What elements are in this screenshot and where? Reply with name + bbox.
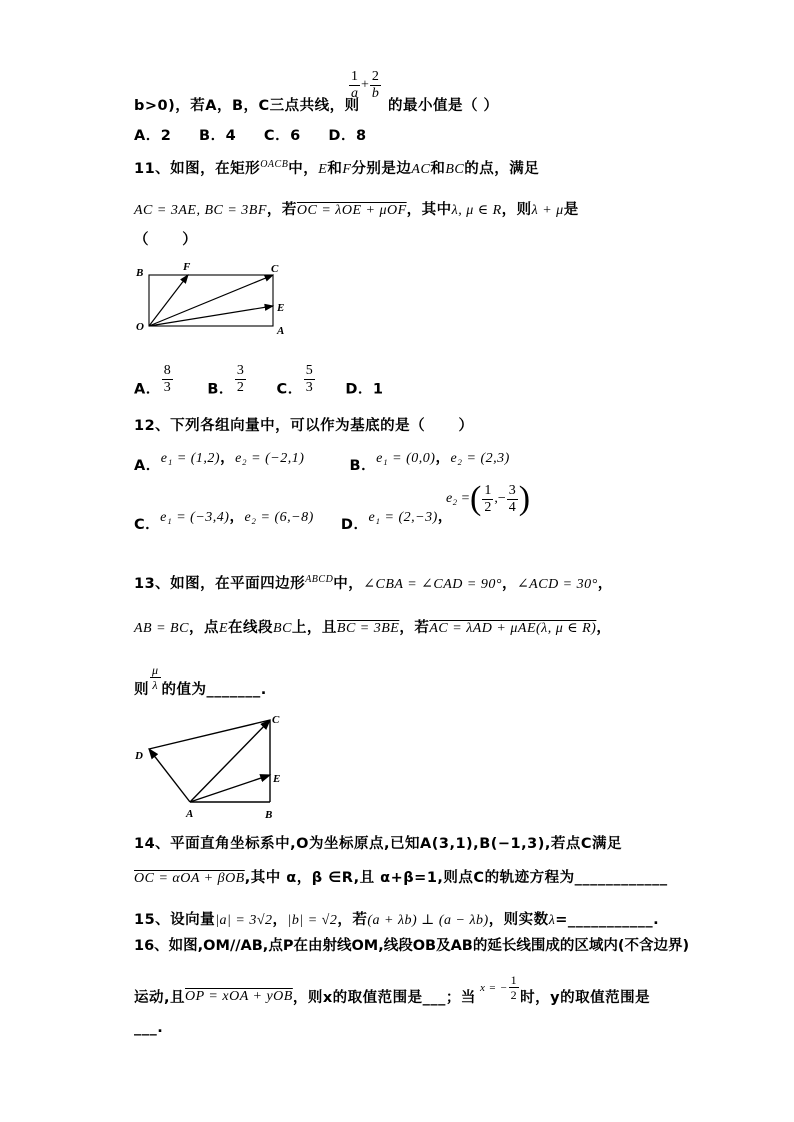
q12-paren-close: ) bbox=[518, 480, 531, 517]
q16-last: ___. bbox=[134, 1020, 164, 1036]
q11-and: 和 bbox=[327, 161, 343, 177]
q13-if: ，若 bbox=[399, 620, 430, 636]
q10-tail: 的最小值是（ ） bbox=[388, 98, 499, 114]
q11-label-O: O bbox=[136, 321, 144, 333]
q13-frac-num: μ bbox=[152, 663, 159, 677]
q12-sep: ， bbox=[220, 450, 236, 466]
q11-label-A: A bbox=[277, 325, 285, 337]
q12-row1 bbox=[134, 446, 510, 475]
q11-condition: AC = 3AE, BC = 3BF bbox=[134, 203, 267, 218]
q11-paren: （ ） bbox=[134, 232, 198, 248]
q12-option-d-label: D． bbox=[340, 517, 369, 533]
q13-intro: 13、如图，在平面四边形 bbox=[134, 576, 306, 592]
q12-d-frac2-den: 4 bbox=[508, 499, 516, 515]
q15-comma: ， bbox=[272, 912, 288, 928]
q11-then: ，则 bbox=[501, 202, 532, 218]
q13-label-B: B bbox=[265, 809, 273, 821]
q12-sep: ， bbox=[229, 509, 245, 525]
q16-tail: 时，y的取值范围是 bbox=[520, 990, 651, 1006]
q16-line1: 16、如图,OM//AB,点P在由射线OM,线段OB及AB的延长线围成的区域内(不含边界) bbox=[134, 938, 690, 954]
q11-label-B: B bbox=[136, 267, 144, 279]
q15-lead: 15、设向量 bbox=[134, 912, 216, 928]
q15-norm-b: |b| = √2 bbox=[287, 913, 338, 928]
q12-d-frac2-num: 3 bbox=[508, 482, 516, 498]
q13-comma: ， bbox=[501, 576, 517, 592]
q16-x-eq: x = − bbox=[479, 981, 508, 994]
q12-option-d-e2 bbox=[446, 482, 530, 516]
q13-acd: ∠ACD = 30° bbox=[516, 577, 598, 592]
q12-paren-open: ( bbox=[470, 480, 482, 517]
q15-line bbox=[134, 908, 659, 929]
q13-vector-AC bbox=[190, 720, 270, 802]
q10-plus: + bbox=[361, 77, 369, 93]
q14-line1: 14、平面直角坐标系中,O为坐标原点,已知A(3,1),B(−1,3),若点C满足 bbox=[134, 836, 622, 852]
q10-lead: b>0)，若A，B，C三点共线，则 bbox=[134, 98, 360, 114]
q11-option-c: C． bbox=[276, 381, 303, 398]
q16-line2 bbox=[134, 968, 650, 1007]
q11-option-b-den: 2 bbox=[236, 380, 245, 395]
q12-title: 12、下列各组向量中，可以作为基底的是（ ） bbox=[134, 418, 474, 434]
q13-line2 bbox=[134, 616, 611, 637]
q11-rectangle-figure bbox=[130, 258, 300, 338]
q13-BC: BC bbox=[273, 621, 292, 636]
q11-BC: BC bbox=[445, 162, 465, 177]
q13-point: ，点 bbox=[188, 620, 219, 636]
q13-end: ， bbox=[596, 620, 612, 636]
q13-then: 则 bbox=[134, 682, 149, 698]
q12-option-c-e2: e₂ = (6,−8) bbox=[244, 510, 314, 525]
q11-option-b-num: 3 bbox=[236, 363, 245, 378]
q13-label-A: A bbox=[186, 808, 194, 820]
q13-ab-bc: AB = BC bbox=[134, 621, 189, 636]
q13-vector-AD bbox=[149, 749, 190, 802]
q12-option-b-e2: e₂ = (2,3) bbox=[450, 451, 510, 466]
q15-tail: ，则实数 bbox=[488, 912, 549, 928]
q11-vector-OE bbox=[149, 306, 273, 326]
q11-line2 bbox=[134, 198, 579, 219]
q13-E: E bbox=[218, 621, 229, 636]
q12-d-sep: ,− bbox=[494, 491, 506, 506]
q11-option-a-num: 8 bbox=[163, 363, 172, 378]
q13-vector-equation: AC = λAD + μAE(λ, μ ∈ R) bbox=[429, 621, 597, 636]
q16-x-den: 2 bbox=[510, 988, 518, 1002]
q11-option-d: D．1 bbox=[345, 381, 384, 398]
q11-option-a: A． bbox=[134, 381, 161, 398]
q13-quadrilateral-figure bbox=[128, 708, 298, 826]
q13-vector-AE bbox=[190, 775, 270, 802]
q11-is: 是 bbox=[563, 202, 579, 218]
q12-row2 bbox=[134, 505, 453, 534]
q11-E: E bbox=[318, 162, 328, 177]
q11-option-a-den: 3 bbox=[163, 380, 172, 395]
q13-line3 bbox=[134, 656, 267, 699]
q10-frac2-num: 2 bbox=[371, 69, 379, 84]
q12-option-a-e1: e₁ = (1,2) bbox=[160, 451, 221, 466]
q13-line1 bbox=[134, 572, 613, 593]
q10-frac2-den: b bbox=[371, 86, 379, 101]
q11-mid1: 中， bbox=[288, 161, 319, 177]
q13-comma2: ， bbox=[597, 576, 613, 592]
q13-edge-DC bbox=[149, 720, 270, 749]
q12-option-a-label: A． bbox=[134, 458, 161, 474]
q13-frac-den: λ bbox=[152, 678, 159, 692]
q11-vector-OC bbox=[149, 275, 273, 326]
q16-mid: ，则x的取值范围是___；当 bbox=[292, 990, 476, 1006]
q15-perp: (a + λb) ⊥ (a − λb) bbox=[367, 913, 489, 928]
q13-quad: ABCD bbox=[305, 574, 334, 585]
q15-answer-blank: =___________. bbox=[555, 912, 660, 928]
q11-vector-equation: OC = λOE + μOF bbox=[296, 203, 407, 218]
q12-sep: ， bbox=[437, 509, 453, 525]
q15-norm-a: |a| = 3√2 bbox=[215, 913, 273, 928]
q11-option-c-num: 5 bbox=[305, 363, 314, 378]
q13-up: 上，且 bbox=[291, 620, 337, 636]
q12-d-frac1-den: 2 bbox=[484, 499, 492, 515]
q12-option-c-label: C． bbox=[134, 517, 161, 533]
q11-F: F bbox=[342, 162, 352, 177]
q13-label-E: E bbox=[273, 773, 281, 785]
q14-line2-text: ,其中 α，β ∈R,且 α+β=1,则点C的轨迹方程为____________ bbox=[244, 870, 668, 886]
q11-label-F: F bbox=[183, 261, 191, 273]
q16-move: 运动,且 bbox=[134, 990, 186, 1006]
q11-sum: λ + μ bbox=[531, 203, 564, 218]
q11-label-E: E bbox=[277, 302, 285, 314]
q11-where: ，其中 bbox=[406, 202, 452, 218]
q12-option-c-e1: e₁ = (−3,4) bbox=[160, 510, 230, 525]
q10-frac1-den: a bbox=[351, 86, 358, 101]
q13-label-D: D bbox=[135, 750, 143, 762]
q11-AC: AC bbox=[411, 162, 431, 177]
q12-option-d-e1: e₁ = (2,−3) bbox=[368, 510, 438, 525]
q13-label-C: C bbox=[272, 714, 280, 726]
q11-lambda-mu: λ, μ ∈ R bbox=[451, 203, 502, 218]
q15-lambda: λ bbox=[548, 913, 556, 928]
q12-option-b-e1: e₁ = (0,0) bbox=[376, 451, 436, 466]
q11-end1: 的点，满足 bbox=[464, 161, 540, 177]
q12-option-b-label: B． bbox=[349, 458, 377, 474]
q11-label-C: C bbox=[271, 263, 279, 275]
q12-option-a-e2: e₂ = (−2,1) bbox=[235, 451, 305, 466]
q13-angles: ∠CBA = ∠CAD = 90° bbox=[363, 577, 502, 592]
q11-intro: 11、如图，在矩形 bbox=[134, 161, 261, 177]
q15-if: ，若 bbox=[337, 912, 368, 928]
q11-mid2: 分别是边 bbox=[351, 161, 412, 177]
q13-mid: 中， bbox=[333, 576, 364, 592]
q14-vector-equation: OC = αOA + βOB bbox=[134, 871, 245, 886]
q13-on: 在线段 bbox=[228, 620, 274, 636]
q16-vector-equation: OP = xOA + yOB bbox=[185, 988, 293, 1004]
q10-options: A．2 B．4 C．6 D．8 bbox=[134, 128, 367, 144]
q13-answer-blank: 的值为_______. bbox=[161, 682, 267, 698]
q13-bc-3be: BC = 3BE bbox=[336, 621, 400, 636]
q10-frac1-num: 1 bbox=[351, 69, 358, 84]
q14-line2 bbox=[134, 866, 668, 887]
q12-d-frac1-num: 1 bbox=[484, 482, 492, 498]
q11-option-c-den: 3 bbox=[305, 380, 314, 395]
q11-and2: 和 bbox=[430, 161, 446, 177]
q11-line1 bbox=[134, 157, 539, 178]
q16-x-num: 1 bbox=[510, 973, 518, 987]
q11-comma: ，若 bbox=[266, 202, 297, 218]
q10-expression bbox=[348, 70, 382, 101]
q12-sep: ， bbox=[435, 450, 451, 466]
q11-options bbox=[134, 364, 383, 399]
q12-option-d-e2-lead: e₂ = bbox=[446, 491, 471, 506]
q11-option-b: B． bbox=[207, 381, 234, 398]
q11-rect-name: OACB bbox=[260, 159, 289, 170]
